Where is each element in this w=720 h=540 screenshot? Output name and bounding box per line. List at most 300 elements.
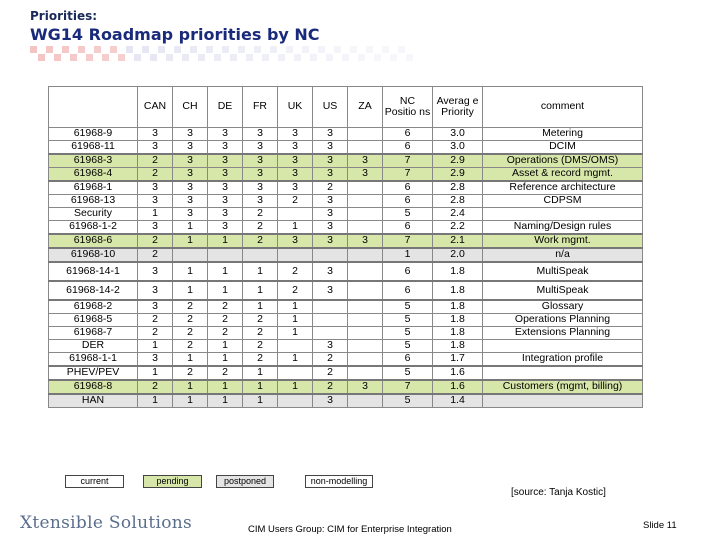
nc-positions-cell: 6 bbox=[383, 281, 433, 300]
priorities-table bbox=[48, 86, 643, 408]
table-row bbox=[49, 314, 643, 327]
fr-cell: 2 bbox=[243, 353, 278, 367]
us-cell: 3 bbox=[313, 168, 348, 182]
can-cell: 3 bbox=[138, 195, 173, 208]
ch-cell: 3 bbox=[173, 168, 208, 182]
decorative-square bbox=[318, 46, 325, 53]
us-cell bbox=[313, 300, 348, 314]
can-cell: 2 bbox=[138, 168, 173, 182]
comment-cell: Customers (mgmt, billing) bbox=[483, 380, 643, 394]
za-cell bbox=[348, 128, 383, 141]
decorative-square bbox=[406, 54, 413, 61]
nc-positions-cell: 5 bbox=[383, 394, 433, 408]
legend-non-modelling: non-modelling bbox=[305, 475, 373, 488]
fr-cell: 3 bbox=[243, 141, 278, 155]
us-cell: 3 bbox=[313, 208, 348, 221]
de-cell: 3 bbox=[208, 195, 243, 208]
nc-positions-cell: 6 bbox=[383, 128, 433, 141]
za-cell bbox=[348, 340, 383, 353]
fr-cell: 3 bbox=[243, 128, 278, 141]
comment-cell: Asset & record mgmt. bbox=[483, 168, 643, 182]
nc-positions-cell: 6 bbox=[383, 262, 433, 281]
uk-cell: 2 bbox=[278, 281, 313, 300]
de-cell: 1 bbox=[208, 340, 243, 353]
decorative-square bbox=[286, 46, 293, 53]
row-name-cell: 61968-9 bbox=[49, 128, 138, 141]
table-row bbox=[49, 141, 643, 155]
de-cell: 2 bbox=[208, 314, 243, 327]
uk-cell: 1 bbox=[278, 353, 313, 367]
nc-positions-cell: 6 bbox=[383, 141, 433, 155]
comment-cell bbox=[483, 340, 643, 353]
us-cell: 2 bbox=[313, 353, 348, 367]
uk-cell: 1 bbox=[278, 327, 313, 340]
us-cell: 3 bbox=[313, 340, 348, 353]
row-name-cell: 61968-1-1 bbox=[49, 353, 138, 367]
uk-cell: 1 bbox=[278, 300, 313, 314]
can-cell: 3 bbox=[138, 221, 173, 235]
row-name-cell: 61968-10 bbox=[49, 248, 138, 262]
decorative-square bbox=[374, 54, 381, 61]
fr-cell: 2 bbox=[243, 221, 278, 235]
za-cell bbox=[348, 327, 383, 340]
table-row bbox=[49, 380, 643, 394]
nc-positions-cell: 5 bbox=[383, 208, 433, 221]
uk-cell bbox=[278, 394, 313, 408]
decorative-square bbox=[278, 54, 285, 61]
ch-cell: 2 bbox=[173, 300, 208, 314]
average-priority-cell: 2.9 bbox=[433, 154, 483, 168]
header-cell-us: US bbox=[313, 87, 348, 128]
de-cell: 2 bbox=[208, 366, 243, 380]
ch-cell: 3 bbox=[173, 154, 208, 168]
average-priority-cell: 1.8 bbox=[433, 281, 483, 300]
ch-cell: 3 bbox=[173, 195, 208, 208]
us-cell: 3 bbox=[313, 281, 348, 300]
header-cell-fr: FR bbox=[243, 87, 278, 128]
average-priority-cell: 1.4 bbox=[433, 394, 483, 408]
can-cell: 2 bbox=[138, 314, 173, 327]
table-row bbox=[49, 234, 643, 248]
us-cell: 3 bbox=[313, 128, 348, 141]
fr-cell: 1 bbox=[243, 281, 278, 300]
fr-cell: 3 bbox=[243, 168, 278, 182]
ch-cell: 3 bbox=[173, 208, 208, 221]
us-cell: 3 bbox=[313, 262, 348, 281]
za-cell bbox=[348, 248, 383, 262]
us-cell: 3 bbox=[313, 394, 348, 408]
comment-cell: n/a bbox=[483, 248, 643, 262]
comment-cell: Integration profile bbox=[483, 353, 643, 367]
ch-cell: 1 bbox=[173, 380, 208, 394]
decorative-square bbox=[254, 46, 261, 53]
can-cell: 3 bbox=[138, 281, 173, 300]
uk-cell: 1 bbox=[278, 380, 313, 394]
us-cell: 2 bbox=[313, 181, 348, 195]
table-row bbox=[49, 366, 643, 380]
za-cell bbox=[348, 300, 383, 314]
uk-cell bbox=[278, 366, 313, 380]
table-row bbox=[49, 262, 643, 281]
table-row bbox=[49, 181, 643, 195]
uk-cell: 2 bbox=[278, 195, 313, 208]
table-row bbox=[49, 353, 643, 367]
row-name-cell: 61968-1-2 bbox=[49, 221, 138, 235]
za-cell bbox=[348, 221, 383, 235]
decorative-square bbox=[214, 54, 221, 61]
decorative-square bbox=[78, 46, 85, 53]
average-priority-cell: 1.6 bbox=[433, 380, 483, 394]
uk-cell: 3 bbox=[278, 128, 313, 141]
row-name-cell: 61968-2 bbox=[49, 300, 138, 314]
average-priority-cell: 1.6 bbox=[433, 366, 483, 380]
nc-positions-cell: 7 bbox=[383, 154, 433, 168]
decorative-square bbox=[246, 54, 253, 61]
uk-cell bbox=[278, 208, 313, 221]
nc-positions-cell: 5 bbox=[383, 314, 433, 327]
row-name-cell: Security bbox=[49, 208, 138, 221]
row-name-cell: 61968-8 bbox=[49, 380, 138, 394]
comment-cell: Naming/Design rules bbox=[483, 221, 643, 235]
row-name-cell: 61968-14-2 bbox=[49, 281, 138, 300]
ch-cell bbox=[173, 248, 208, 262]
header-cell-comment: comment bbox=[483, 87, 643, 128]
decorative-square bbox=[150, 54, 157, 61]
can-cell: 3 bbox=[138, 262, 173, 281]
decorative-square bbox=[230, 54, 237, 61]
table-row bbox=[49, 340, 643, 353]
row-name-cell: 61968-7 bbox=[49, 327, 138, 340]
average-priority-cell: 2.9 bbox=[433, 168, 483, 182]
za-cell bbox=[348, 366, 383, 380]
comment-cell: Reference architecture bbox=[483, 181, 643, 195]
company-logo: Xtensible Solutions bbox=[20, 513, 193, 533]
average-priority-cell: 2.8 bbox=[433, 181, 483, 195]
decorative-square bbox=[198, 54, 205, 61]
header-cell-nc-positions: NC Positio ns bbox=[383, 87, 433, 128]
za-cell: 3 bbox=[348, 234, 383, 248]
comment-cell: Work mgmt. bbox=[483, 234, 643, 248]
nc-positions-cell: 5 bbox=[383, 300, 433, 314]
row-name-cell: 61968-13 bbox=[49, 195, 138, 208]
footer-caption: CIM Users Group: CIM for Enterprise Integration bbox=[248, 524, 452, 535]
us-cell bbox=[313, 327, 348, 340]
average-priority-cell: 3.0 bbox=[433, 141, 483, 155]
de-cell: 3 bbox=[208, 141, 243, 155]
ch-cell: 3 bbox=[173, 181, 208, 195]
us-cell: 3 bbox=[313, 195, 348, 208]
decorative-square bbox=[302, 46, 309, 53]
fr-cell: 1 bbox=[243, 262, 278, 281]
table-row bbox=[49, 154, 643, 168]
average-priority-cell: 1.8 bbox=[433, 300, 483, 314]
average-priority-cell: 1.8 bbox=[433, 340, 483, 353]
average-priority-cell: 1.8 bbox=[433, 314, 483, 327]
nc-positions-cell: 7 bbox=[383, 380, 433, 394]
nc-positions-cell: 7 bbox=[383, 168, 433, 182]
decorative-square bbox=[398, 46, 405, 53]
can-cell: 2 bbox=[138, 234, 173, 248]
comment-cell bbox=[483, 394, 643, 408]
table-row bbox=[49, 195, 643, 208]
header-cell-uk: UK bbox=[278, 87, 313, 128]
legend-pending: pending bbox=[143, 475, 202, 488]
average-priority-cell: 2.2 bbox=[433, 221, 483, 235]
can-cell: 1 bbox=[138, 366, 173, 380]
header-cell-average-priority: Averag e Priority bbox=[433, 87, 483, 128]
decorative-square bbox=[142, 46, 149, 53]
slide-title: WG14 Roadmap priorities by NC bbox=[30, 25, 320, 44]
decorative-square bbox=[334, 46, 341, 53]
ch-cell: 1 bbox=[173, 353, 208, 367]
ch-cell: 2 bbox=[173, 327, 208, 340]
decorative-square bbox=[46, 46, 53, 53]
can-cell: 3 bbox=[138, 353, 173, 367]
decorative-square bbox=[30, 46, 37, 53]
row-name-cell: 61968-6 bbox=[49, 234, 138, 248]
uk-cell: 3 bbox=[278, 234, 313, 248]
decorative-square bbox=[102, 54, 109, 61]
can-cell: 3 bbox=[138, 300, 173, 314]
de-cell: 1 bbox=[208, 262, 243, 281]
decorative-square bbox=[70, 54, 77, 61]
uk-cell: 3 bbox=[278, 154, 313, 168]
comment-cell: Operations (DMS/OMS) bbox=[483, 154, 643, 168]
de-cell: 1 bbox=[208, 380, 243, 394]
average-priority-cell: 2.1 bbox=[433, 234, 483, 248]
us-cell: 3 bbox=[313, 221, 348, 235]
can-cell: 2 bbox=[138, 380, 173, 394]
us-cell bbox=[313, 314, 348, 327]
decorative-square bbox=[54, 54, 61, 61]
ch-cell: 2 bbox=[173, 340, 208, 353]
us-cell: 3 bbox=[313, 154, 348, 168]
nc-positions-cell: 6 bbox=[383, 353, 433, 367]
fr-cell: 1 bbox=[243, 380, 278, 394]
us-cell: 3 bbox=[313, 141, 348, 155]
decorative-square bbox=[262, 54, 269, 61]
comment-cell: Metering bbox=[483, 128, 643, 141]
comment-cell bbox=[483, 366, 643, 380]
us-cell bbox=[313, 248, 348, 262]
decorative-square bbox=[350, 46, 357, 53]
comment-cell: Extensions Planning bbox=[483, 327, 643, 340]
decorative-square bbox=[390, 54, 397, 61]
uk-cell: 1 bbox=[278, 221, 313, 235]
decorative-squares bbox=[30, 46, 410, 66]
de-cell: 1 bbox=[208, 353, 243, 367]
row-name-cell: DER bbox=[49, 340, 138, 353]
de-cell: 3 bbox=[208, 128, 243, 141]
za-cell bbox=[348, 208, 383, 221]
header-cell-can: CAN bbox=[138, 87, 173, 128]
comment-cell: MultiSpeak bbox=[483, 262, 643, 281]
fr-cell: 2 bbox=[243, 208, 278, 221]
nc-positions-cell: 1 bbox=[383, 248, 433, 262]
comment-cell: MultiSpeak bbox=[483, 281, 643, 300]
uk-cell: 3 bbox=[278, 141, 313, 155]
row-name-cell: HAN bbox=[49, 394, 138, 408]
fr-cell: 2 bbox=[243, 327, 278, 340]
can-cell: 3 bbox=[138, 141, 173, 155]
table-row bbox=[49, 281, 643, 300]
source-note: [source: Tanja Kostic] bbox=[511, 487, 606, 498]
ch-cell: 1 bbox=[173, 221, 208, 235]
fr-cell: 3 bbox=[243, 154, 278, 168]
ch-cell: 3 bbox=[173, 128, 208, 141]
decorative-square bbox=[126, 46, 133, 53]
nc-positions-cell: 5 bbox=[383, 340, 433, 353]
uk-cell: 2 bbox=[278, 262, 313, 281]
za-cell: 3 bbox=[348, 168, 383, 182]
decorative-square bbox=[94, 46, 101, 53]
de-cell: 3 bbox=[208, 154, 243, 168]
ch-cell: 1 bbox=[173, 281, 208, 300]
nc-positions-cell: 5 bbox=[383, 366, 433, 380]
decorative-square bbox=[366, 46, 373, 53]
za-cell bbox=[348, 281, 383, 300]
de-cell: 1 bbox=[208, 234, 243, 248]
uk-cell: 3 bbox=[278, 181, 313, 195]
average-priority-cell: 2.4 bbox=[433, 208, 483, 221]
ch-cell: 1 bbox=[173, 234, 208, 248]
us-cell: 2 bbox=[313, 366, 348, 380]
table-row bbox=[49, 248, 643, 262]
can-cell: 1 bbox=[138, 208, 173, 221]
can-cell: 3 bbox=[138, 181, 173, 195]
de-cell: 2 bbox=[208, 327, 243, 340]
decorative-square bbox=[174, 46, 181, 53]
decorative-square bbox=[358, 54, 365, 61]
za-cell bbox=[348, 353, 383, 367]
uk-cell bbox=[278, 248, 313, 262]
decorative-square bbox=[238, 46, 245, 53]
average-priority-cell: 2.8 bbox=[433, 195, 483, 208]
ch-cell: 3 bbox=[173, 141, 208, 155]
fr-cell: 3 bbox=[243, 181, 278, 195]
decorative-square bbox=[134, 54, 141, 61]
decorative-square bbox=[342, 54, 349, 61]
header-cell-de: DE bbox=[208, 87, 243, 128]
can-cell: 1 bbox=[138, 340, 173, 353]
fr-cell: 1 bbox=[243, 300, 278, 314]
za-cell bbox=[348, 394, 383, 408]
decorative-square bbox=[118, 54, 125, 61]
table-row bbox=[49, 394, 643, 408]
header-cell-za: ZA bbox=[348, 87, 383, 128]
comment-cell: DCIM bbox=[483, 141, 643, 155]
table-row bbox=[49, 208, 643, 221]
ch-cell: 1 bbox=[173, 262, 208, 281]
slide-number: Slide 11 bbox=[643, 520, 677, 531]
average-priority-cell: 1.7 bbox=[433, 353, 483, 367]
can-cell: 2 bbox=[138, 327, 173, 340]
decorative-square bbox=[38, 54, 45, 61]
decorative-square bbox=[294, 54, 301, 61]
row-name-cell: 61968-3 bbox=[49, 154, 138, 168]
ch-cell: 2 bbox=[173, 314, 208, 327]
average-priority-cell: 2.0 bbox=[433, 248, 483, 262]
fr-cell: 2 bbox=[243, 314, 278, 327]
table-row bbox=[49, 300, 643, 314]
comment-cell: CDPSM bbox=[483, 195, 643, 208]
za-cell bbox=[348, 181, 383, 195]
header-cell-ch: CH bbox=[173, 87, 208, 128]
de-cell: 3 bbox=[208, 208, 243, 221]
za-cell bbox=[348, 262, 383, 281]
fr-cell: 3 bbox=[243, 195, 278, 208]
row-name-cell: 61968-4 bbox=[49, 168, 138, 182]
de-cell: 1 bbox=[208, 281, 243, 300]
comment-cell bbox=[483, 208, 643, 221]
decorative-square bbox=[190, 46, 197, 53]
legend-postponed: postponed bbox=[216, 475, 274, 488]
can-cell: 3 bbox=[138, 128, 173, 141]
decorative-square bbox=[206, 46, 213, 53]
de-cell: 1 bbox=[208, 394, 243, 408]
ch-cell: 2 bbox=[173, 366, 208, 380]
fr-cell: 2 bbox=[243, 340, 278, 353]
nc-positions-cell: 7 bbox=[383, 234, 433, 248]
de-cell bbox=[208, 248, 243, 262]
row-name-cell: 61968-5 bbox=[49, 314, 138, 327]
nc-positions-cell: 5 bbox=[383, 327, 433, 340]
decorative-square bbox=[86, 54, 93, 61]
za-cell bbox=[348, 314, 383, 327]
table-header-row bbox=[49, 87, 643, 128]
nc-positions-cell: 6 bbox=[383, 195, 433, 208]
uk-cell bbox=[278, 340, 313, 353]
decorative-square bbox=[110, 46, 117, 53]
decorative-square bbox=[382, 46, 389, 53]
za-cell bbox=[348, 141, 383, 155]
average-priority-cell: 1.8 bbox=[433, 327, 483, 340]
decorative-square bbox=[310, 54, 317, 61]
fr-cell bbox=[243, 248, 278, 262]
legend-current: current bbox=[65, 475, 124, 488]
decorative-square bbox=[158, 46, 165, 53]
za-cell: 3 bbox=[348, 380, 383, 394]
decorative-square bbox=[182, 54, 189, 61]
can-cell: 2 bbox=[138, 248, 173, 262]
de-cell: 3 bbox=[208, 181, 243, 195]
us-cell: 2 bbox=[313, 380, 348, 394]
table-row bbox=[49, 327, 643, 340]
average-priority-cell: 3.0 bbox=[433, 128, 483, 141]
za-cell: 3 bbox=[348, 154, 383, 168]
row-name-cell: 61968-14-1 bbox=[49, 262, 138, 281]
decorative-square bbox=[62, 46, 69, 53]
can-cell: 2 bbox=[138, 154, 173, 168]
fr-cell: 2 bbox=[243, 234, 278, 248]
ch-cell: 1 bbox=[173, 394, 208, 408]
row-name-cell: PHEV/PEV bbox=[49, 366, 138, 380]
decorative-square bbox=[326, 54, 333, 61]
slide-kicker: Priorities: bbox=[30, 9, 98, 23]
de-cell: 3 bbox=[208, 221, 243, 235]
header-cell-name bbox=[49, 87, 138, 128]
table-row bbox=[49, 168, 643, 182]
table-body bbox=[49, 128, 643, 408]
average-priority-cell: 1.8 bbox=[433, 262, 483, 281]
nc-positions-cell: 6 bbox=[383, 221, 433, 235]
comment-cell: Glossary bbox=[483, 300, 643, 314]
row-name-cell: 61968-11 bbox=[49, 141, 138, 155]
row-name-cell: 61968-1 bbox=[49, 181, 138, 195]
za-cell bbox=[348, 195, 383, 208]
comment-cell: Operations Planning bbox=[483, 314, 643, 327]
table-row bbox=[49, 221, 643, 235]
